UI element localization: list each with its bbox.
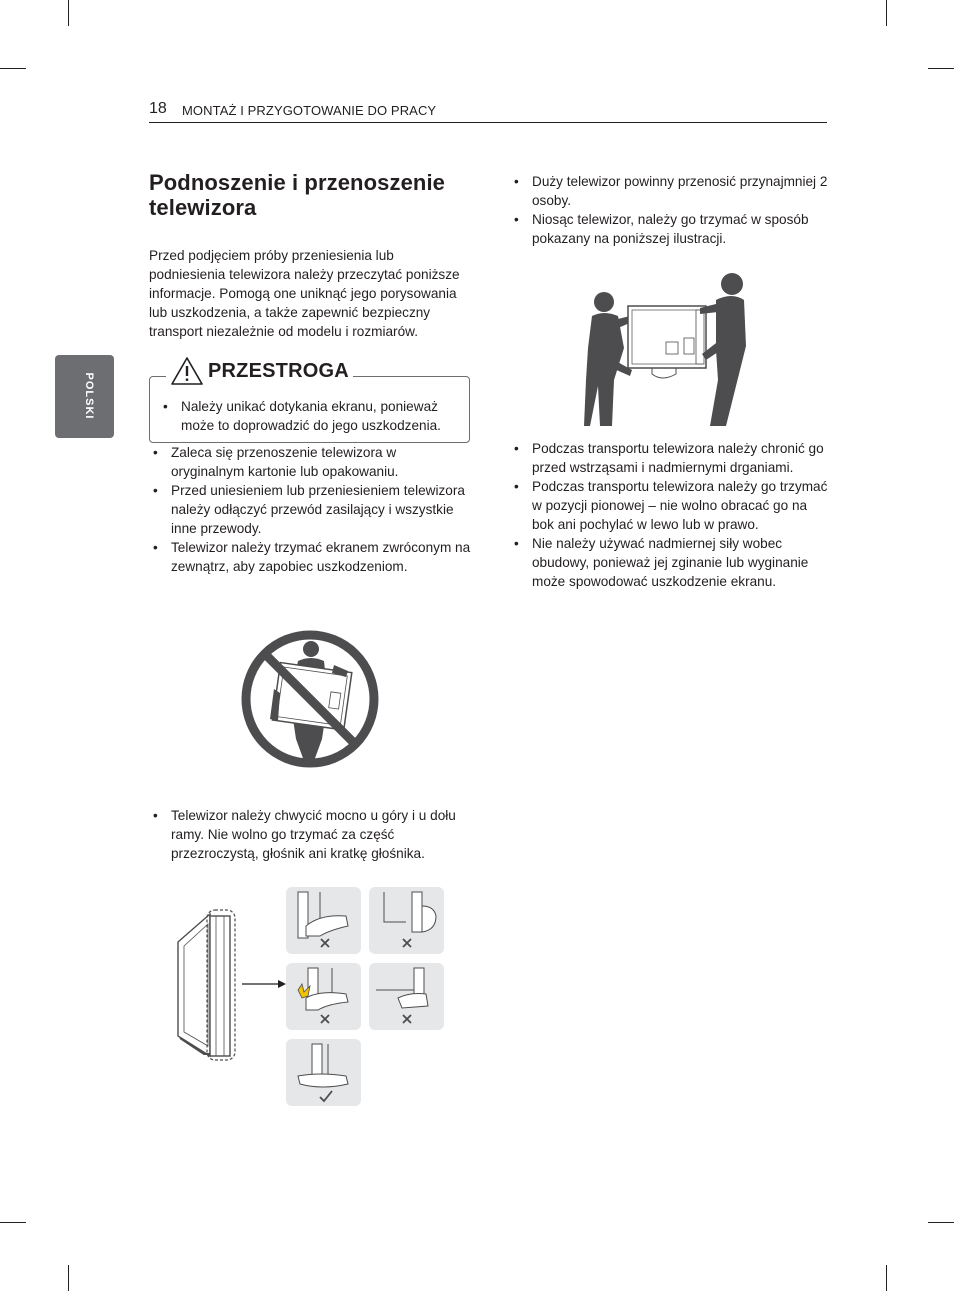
list-item: • Należy unikać dotykania ekranu, ponieważ może to doprowadzić do jego uszkodzenia.	[159, 397, 469, 435]
list-item: • Podczas transportu telewizora należy chronić go przed wstrząsami i nadmiernymi drganiami.	[510, 439, 830, 477]
crop-mark	[0, 1222, 26, 1223]
tv-frame-grip-illustration	[170, 886, 450, 1111]
list-item: • Duży telewizor powinny przenosić przynajmniej 2 osoby.	[510, 172, 830, 210]
running-head: MONTAŻ I PRZYGOTOWANIE DO PRACY	[182, 103, 437, 118]
intro-paragraph: Przed podjęciem próby przeniesienia lub podniesienia telewizora należy przeczytać poniższe informacje. Pomogą one uniknąć jego porysowania lub uszkodzenia, a także zapewnić bezpieczny transport niezależnie od modelu i rozmiarów.	[149, 248, 460, 339]
crop-mark	[68, 0, 69, 26]
transport-list	[510, 439, 830, 591]
caution-title: PRZESTROGA	[208, 359, 349, 382]
grip-instructions	[149, 806, 471, 863]
language-tab-label: POLSKI	[83, 372, 95, 420]
two-person-carry-illustration	[584, 270, 748, 430]
language-tab	[55, 355, 114, 438]
crop-mark	[928, 1222, 954, 1223]
warning-triangle-icon	[170, 356, 204, 386]
list-item: • Niosąc telewizor, należy go trzymać w sposób pokazany na poniższej ilustracji.	[510, 210, 830, 248]
crop-mark	[886, 1265, 887, 1291]
right-column	[510, 172, 830, 248]
list-item: • Zaleca się przenoszenie telewizora w oryginalnym kartonie lub opakowaniu.	[149, 443, 471, 481]
page-header	[149, 100, 827, 123]
crop-mark	[68, 1265, 69, 1291]
crop-mark	[928, 68, 954, 69]
page-number: 18	[149, 100, 167, 117]
left-column	[149, 170, 471, 576]
no-single-person-carry-illustration	[238, 627, 382, 771]
crop-mark	[0, 68, 26, 69]
crop-mark	[886, 0, 887, 26]
caution-list	[159, 397, 469, 435]
list-item: • Podczas transportu telewizora należy go trzymać w pozycji pionowej – nie wolno obracać go na bok ani pochylać w lewo lub w prawo.	[510, 477, 830, 534]
list-item: • Nie należy używać nadmiernej siły wobec obudowy, ponieważ jej zginanie lub wyginanie może spowodować uszkodzenie ekranu.	[510, 534, 830, 591]
caution-header	[166, 353, 353, 389]
two-person-list	[510, 172, 830, 248]
handling-list	[149, 443, 471, 576]
list-item: • Telewizor należy chwycić mocno u góry i u dołu ramy. Nie wolno go trzymać za część przezroczystą, głośnik ani kratkę głośnika.	[149, 806, 471, 863]
section-title: Podnoszenie i przenoszenie telewizora	[149, 170, 445, 220]
list-item: • Przed uniesieniem lub przeniesieniem telewizora należy odłączyć przewód zasilający i wszystkie inne przewody.	[149, 481, 471, 538]
list-item: • Telewizor należy trzymać ekranem zwróconym na zewnątrz, aby zapobiec uszkodzeniom.	[149, 538, 471, 576]
caution-box	[149, 359, 470, 443]
transport-instructions	[510, 439, 830, 591]
grip-list	[149, 806, 471, 863]
